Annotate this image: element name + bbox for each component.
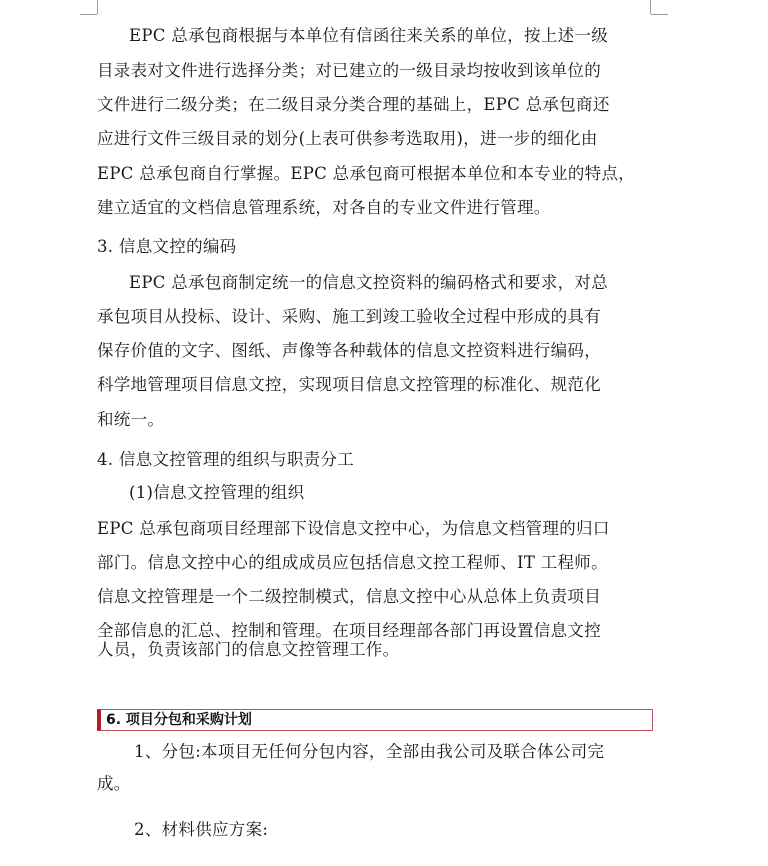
paragraph-line: 建立适宜的文档信息管理系统，对各自的专业文件进行管理。: [97, 198, 551, 217]
list-item-line: 成。: [97, 774, 131, 793]
section-6-title: 6. 项目分包和采购计划: [106, 712, 252, 728]
paragraph-line: 文件进行二级分类；在二级目录分类合理的基础上，EPC 总承包商还: [97, 95, 610, 114]
paragraph-line: 应进行文件三级目录的划分(上表可供参考选取用)，进一步的细化由: [97, 129, 598, 148]
sub-heading: (1)信息文控管理的组织: [129, 483, 305, 502]
paragraph-line: 保存价值的文字、图纸、声像等各种载体的信息文控资料进行编码，: [97, 341, 601, 360]
paragraph-line: 承包项目从投标、设计、采购、施工到竣工验收全过程中形成的具有: [97, 307, 601, 326]
paragraph-line: 科学地管理项目信息文控，实现项目信息文控管理的标准化、规范化: [97, 375, 601, 394]
paragraph-line: 目录表对文件进行选择分类；对已建立的一级目录均按收到该单位的: [97, 61, 601, 80]
list-item-line: 2、材料供应方案:: [134, 820, 269, 839]
paragraph-line: 人员，负责该部门的信息文控管理工作。: [97, 640, 400, 659]
paragraph-line: 部门。信息文控中心的组成成员应包括信息文控工程师、IT 工程师。: [97, 553, 608, 572]
page-corner-mark: [650, 0, 651, 14]
page-corner-mark: [651, 14, 668, 15]
paragraph-line: EPC 总承包商制定统一的信息文控资料的编码格式和要求，对总: [129, 273, 609, 292]
paragraph-line: 全部信息的汇总、控制和管理。在项目经理部各部门再设置信息文控: [97, 621, 601, 640]
section-heading: 3. 信息文控的编码: [97, 237, 237, 256]
section-6-heading-box: [97, 709, 653, 731]
section-heading: 4. 信息文控管理的组织与职责分工: [97, 450, 355, 469]
page-corner-mark: [80, 14, 97, 15]
paragraph-line: 和统一。: [97, 410, 165, 429]
paragraph-line: EPC 总承包商根据与本单位有信函往来关系的单位，按上述一级: [129, 26, 609, 45]
page-corner-mark: [97, 0, 98, 14]
list-item-line: 1、分包:本项目无任何分包内容，全部由我公司及联合体公司完: [134, 742, 605, 761]
paragraph-line: 信息文控管理是一个二级控制模式，信息文控中心从总体上负责项目: [97, 587, 601, 606]
paragraph-line: EPC 总承包商项目经理部下设信息文控中心，为信息文档管理的归口: [97, 519, 610, 538]
paragraph-line: EPC 总承包商自行掌握。EPC 总承包商可根据本单位和本专业的特点，: [97, 164, 636, 183]
